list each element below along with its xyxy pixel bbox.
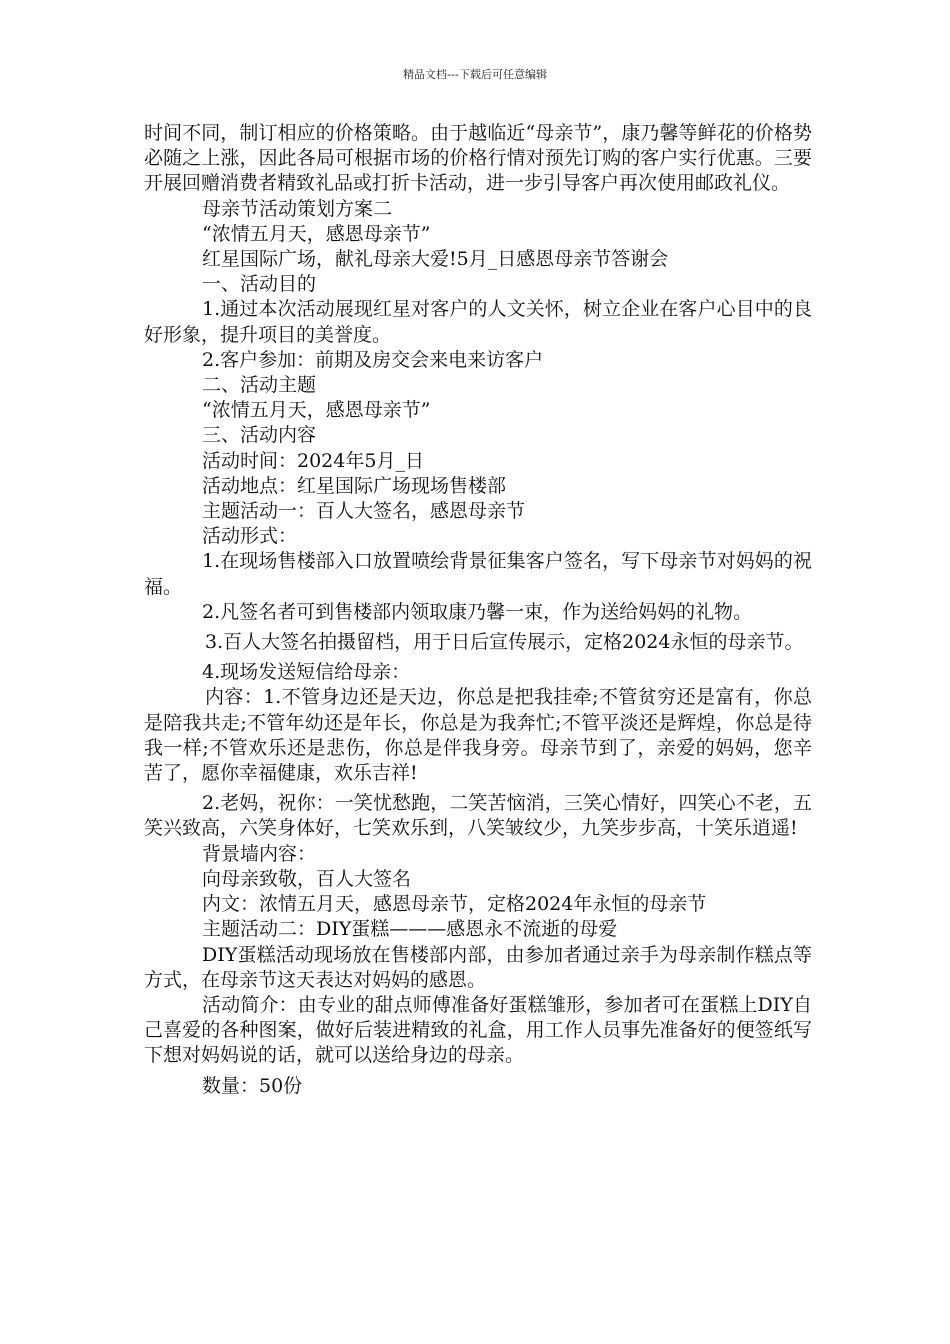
form-item-2: 2.凡签名者可到售楼部内领取康乃馨一束，作为送给妈妈的礼物。 — [202, 600, 753, 623]
theme-slogan: “浓情五月天，感恩母亲节” — [202, 399, 431, 422]
plan-title: 母亲节活动策划方案二 — [202, 197, 393, 220]
purpose-item-2: 2.客户参加：前期及房交会来电来访客户 — [202, 348, 544, 371]
theme-activity-one: 主题活动一：百人大签名，感恩母亲节 — [202, 500, 526, 523]
activity-time: 活动时间：2024年5月_日 — [202, 449, 424, 472]
form-item-4: 4.现场发送短信给母亲： — [202, 661, 411, 684]
theme-activity-two: 主题活动二：DIY蛋糕———感恩永不流逝的母爱 — [202, 918, 618, 941]
background-wall-label: 背景墙内容： — [202, 842, 317, 865]
section-heading-purpose: 一、活动目的 — [202, 273, 317, 296]
diy-description: DIY蛋糕活动现场放在售楼部内部，由参加者通过亲手为母亲制作糕点等方式，在母亲节这天表达对妈妈的感恩。 — [144, 943, 812, 991]
page-header: 精品文档---下载后可任意编辑 — [403, 68, 547, 81]
document-body — [144, 121, 812, 1099]
section-heading-theme: 二、活动主题 — [202, 374, 317, 397]
form-item-3: 3.百人大签名拍摄留档，用于日后宣传展示，定格2024永恒的母亲节。 — [205, 631, 804, 654]
sms-content-2: 2.老妈，祝你：一笑忧愁跑，二笑苦恼消，三笑心情好，四笑心不老，五笑兴致高，六笑身体好，七笑欢乐到，八笑皱纹少，九笑步步高，十笑乐逍遥! — [144, 792, 812, 840]
quantity: 数量：50份 — [202, 1074, 303, 1097]
background-wall-title: 向母亲致敬，百人大签名 — [202, 867, 412, 890]
paragraph-pricing-strategy: 时间不同，制订相应的价格策略。由于越临近“母亲节”，康乃馨等鲜花的价格势必随之上涨，因此各局可根据市场的价格行情对预先订购的客户实行优惠。三要开展回赠消费者精致礼品或打折卡活动，进一步引导客户再次使用邮政礼仪。 — [144, 122, 812, 195]
activity-intro: 活动简介：由专业的甜点师傅准备好蛋糕雏形，参加者可在蛋糕上DIY自己喜爱的各种图案，做好后装进精致的礼盒，用工作人员事先准备好的便签纸写下想对妈妈说的话，就可以送给身边的母亲。 — [144, 993, 812, 1067]
plan-subtitle: 红星国际广场，献礼母亲大爱!5月_日感恩母亲节答谢会 — [202, 248, 669, 271]
background-wall-text: 内文：浓情五月天，感恩母亲节，定格2024年永恒的母亲节 — [202, 893, 707, 916]
plan-slogan: “浓情五月天，感恩母亲节” — [202, 222, 431, 245]
activity-form-label: 活动形式： — [202, 525, 298, 548]
purpose-item-1: 1.通过本次活动展现红星对客户的人文关怀，树立企业在客户心目中的良好形象，提升项目的美誉度。 — [144, 298, 812, 346]
form-item-1: 1.在现场售楼部入口放置喷绘背景征集客户签名，写下母亲节对妈妈的祝福。 — [144, 550, 812, 598]
section-heading-content: 三、活动内容 — [202, 424, 317, 447]
sms-content-1: 内容：1.不管身边还是天边，你总是把我挂牵;不管贫穷还是富有，你总是陪我共走;不管年幼还是年长，你总是为我奔忙;不管平淡还是辉煌，你总是待我一样;不管欢乐还是悲伤，你总是伴我身旁。母亲节到了，亲爱的妈妈，您辛苦了，愿你幸福健康，欢乐吉祥! — [144, 686, 812, 785]
activity-location: 活动地点：红星国际广场现场售楼部 — [202, 474, 507, 497]
